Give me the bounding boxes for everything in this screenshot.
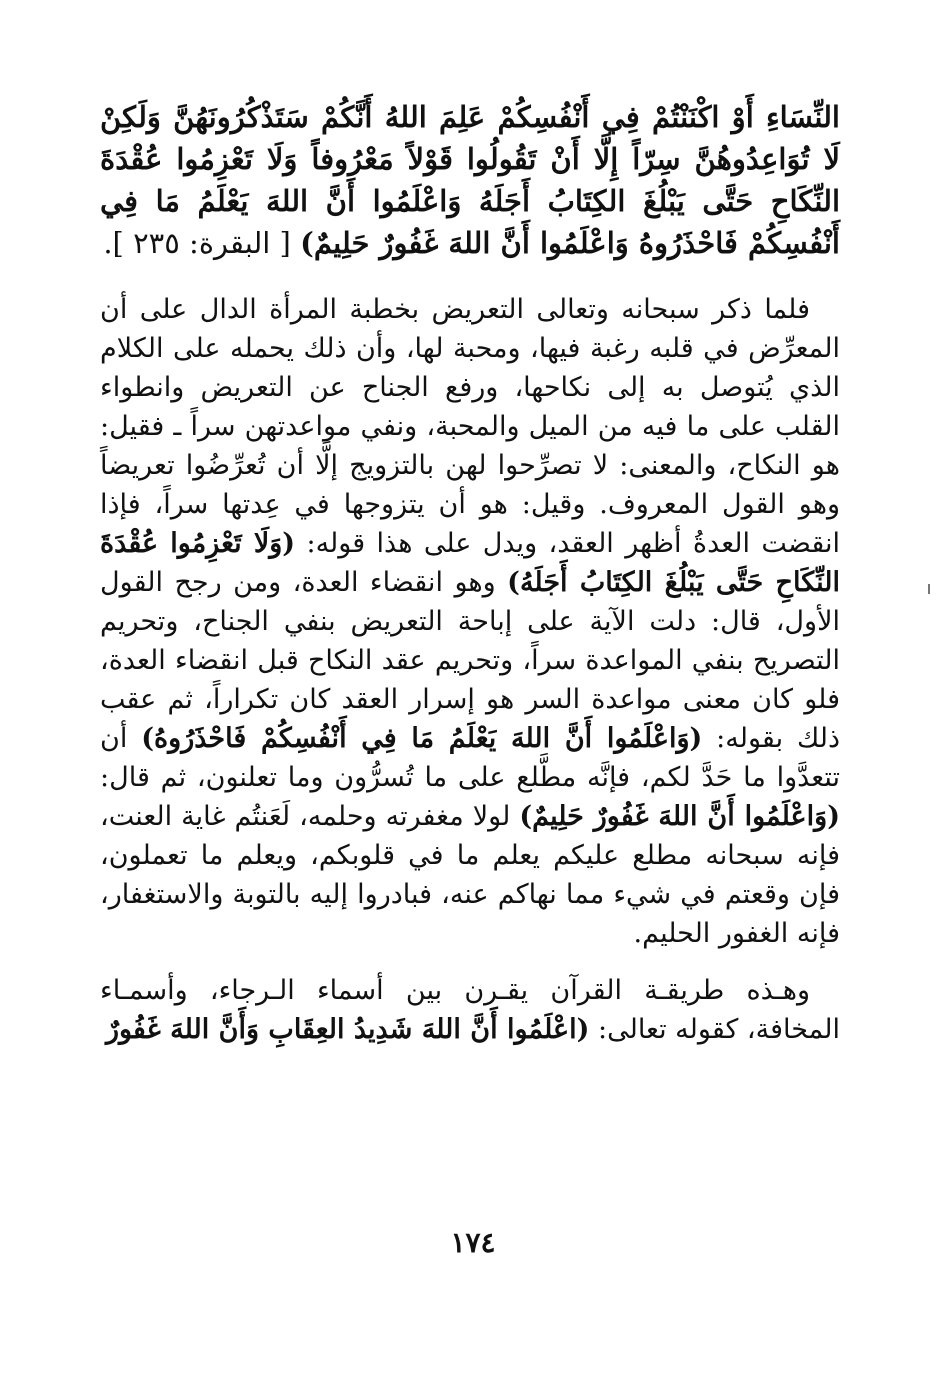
quran-quote-2: (وَاعْلَمُوا أَنَّ اللهَ يَعْلَمُ مَا فِي أَنْفُسِكُمْ فَاحْذَرُوهُ) — [141, 723, 703, 754]
paragraph-2 — [100, 971, 840, 1049]
margin-mark — [928, 584, 930, 594]
verse-text: النِّسَاءِ أَوْ اكْنَنْتُمْ فِي أَنْفُسِكُمْ عَلِمَ اللهُ أَنَّكُمْ سَتَذْكُرُونَهُنَّ وَلَكِنْ لَا تُوَاعِدُوهُنَّ سِرّاً إِلَّا أَنْ تَقُولُوا قَوْلاً مَعْرُوفاً وَلَا تَعْزِمُوا عُقْدَةَ النِّكَاحِ حَتَّى يَبْلُغَ الكِتَابُ أَجَلَهُ وَاعْلَمُوا أَنَّ اللهَ يَعْلَمُ مَا فِي أَنْفُسِكُمْ فَاحْذَرُوهُ وَاعْلَمُوا أَنَّ اللهَ غَفُورٌ حَلِيمٌ) — [100, 100, 840, 260]
quran-quote-1: (وَلَا تَعْزِمُوا عُقْدَةَ النِّكَاحِ حَتَّى يَبْلُغَ الكِتَابُ أَجَلَهُ) — [100, 528, 840, 598]
paragraph-1-text-2: وهو انقضاء العدة، ومن رجح القول الأول، قال: دلت الآية على إباحة التعريض بنفي الجناح، وتحريم التصريح بنفي المواعدة سراً، وتحريم عقد النكاح قبل انقضاء العدة، فلو كان معنى مواعدة السر هو إسرار العقد كان تكراراً، ثم عقب ذلك بقوله: — [100, 567, 840, 754]
page-body — [100, 96, 840, 1049]
paragraph-1 — [100, 290, 840, 953]
paragraph-1-text-4: لولا مغفرته وحلمه، لَعَنتُم غاية العنت، فإنه سبحانه مطلع عليكم يعلم ما في قلوبكم، ويعلم ما تعملون، فإن وقعتم في شيء مما نهاكم عنه، فبادروا إليه بالتوبة والاستغفار، فإنه الغفور الحليم. — [100, 801, 840, 949]
paragraph-1-text-3: أن تتعدَّوا ما حَدَّ لكم، فإنَّه مطَّلع على ما تُسرُّون وما تعلنون، ثم قال: — [100, 723, 840, 793]
verse-reference: [ البقرة: ٢٣٥ ]. — [103, 226, 301, 260]
paragraph-1-text-1: فلما ذكر سبحانه وتعالى التعريض بخطبة المرأة الدال على أن المعرِّض في قلبه رغبة فيها، ومحبة لها، وأن ذلك يحمله على الكلام الذي يُتوصل به إلى نكاحها، ورفع الجناح عن التعريض وانطواء القلب على ما فيه من الميل والمحبة، ونفي مواعدتهن سراً ـ فقيل: هو النكاح، والمعنى: لا تصرِّحوا لهن بالتزويج إلَّا أن تُعرِّضُوا تعريضاً وهو القول المعروف. وقيل: هو أن يتزوجها في عِدتها سراً، فإذا انقضت العدةُ أظهر العقد، ويدل على هذا قوله: — [100, 294, 840, 559]
page-number: ١٧٤ — [450, 1226, 496, 1259]
quran-quote-4: (اعْلَمُوا أَنَّ اللهَ شَدِيدُ العِقَابِ وَأَنَّ اللهَ غَفُورٌ — [105, 1014, 590, 1045]
paragraph-2-text-1: وهـذه طريقـة القرآن يقـرن بين أسماء الـرجاء، وأسمـاء المخافة، كقوله تعالى: — [100, 975, 840, 1045]
quran-quote-3: (وَاعْلَمُوا أَنَّ اللهَ غَفُورٌ حَلِيمٌ) — [519, 801, 840, 832]
opening-verse — [100, 96, 840, 264]
